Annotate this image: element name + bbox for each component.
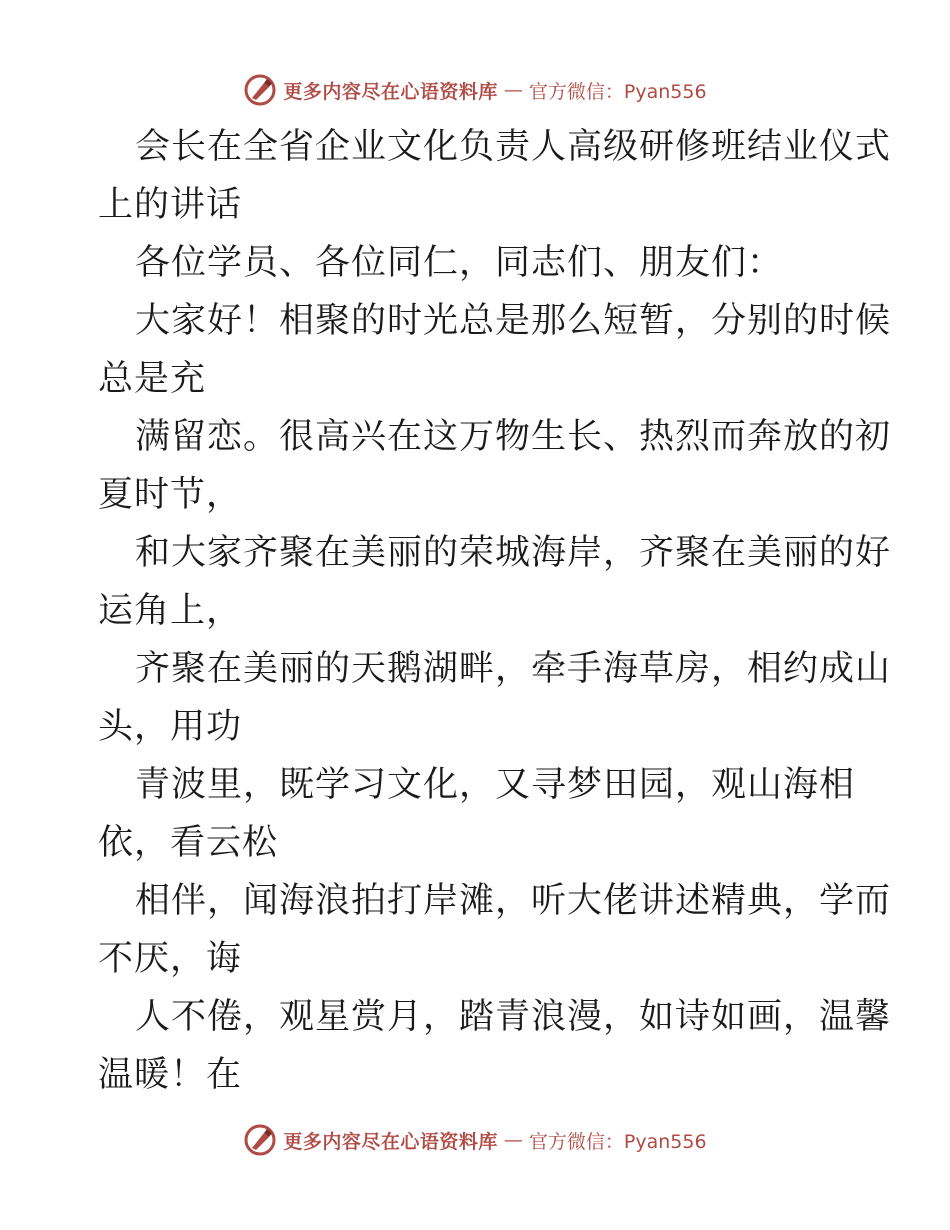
text-line: 温暖！在	[98, 1055, 243, 1095]
text-line: 和大家齐聚在美丽的荣城海岸，齐聚在美丽的好	[135, 533, 892, 573]
text-line: 大家好！相聚的时光总是那么短暂，分别的时候	[135, 301, 892, 341]
pen-nib-circle-icon	[243, 1123, 277, 1157]
header-wechat-text: 官方微信：Pyan556	[528, 80, 707, 103]
text-line: 运角上，	[98, 591, 243, 631]
text-line: 依，看云松	[98, 823, 279, 863]
footer-wechat-text: 官方微信：Pyan556	[528, 1130, 707, 1153]
text-line: 头，用功	[98, 707, 243, 747]
header-banner	[0, 70, 950, 110]
text-line: 齐聚在美丽的天鹅湖畔，牵手海草房，相约成山	[135, 649, 892, 689]
pen-nib-circle-icon	[243, 73, 277, 107]
text-line: 上的讲话	[98, 185, 243, 225]
text-line: 会长在全省企业文化负责人高级研修班结业仪式	[135, 127, 892, 167]
text-line: 相伴，闻海浪拍打岸滩，听大佬讲述精典，学而	[135, 881, 892, 921]
footer-site-text: 更多内容尽在心语资料库	[283, 1130, 498, 1153]
text-line: 不厌，诲	[98, 939, 243, 979]
text-line: 夏时节，	[98, 475, 243, 515]
text-line: 青波里，既学习文化，又寻梦田园，观山海相	[135, 765, 856, 805]
text-line: 人不倦，观星赏月，踏青浪漫，如诗如画，温馨	[135, 997, 892, 1037]
footer-dash: —	[503, 1129, 523, 1151]
text-line: 各位学员、各位同仁，同志们、朋友们：	[135, 243, 784, 283]
footer-banner	[0, 1120, 950, 1160]
text-line: 总是充	[98, 359, 207, 399]
header-dash: —	[503, 79, 523, 101]
text-line: 满留恋。很高兴在这万物生长、热烈而奔放的初	[135, 417, 892, 457]
document-body	[98, 118, 892, 1104]
header-site-text: 更多内容尽在心语资料库	[283, 80, 498, 103]
